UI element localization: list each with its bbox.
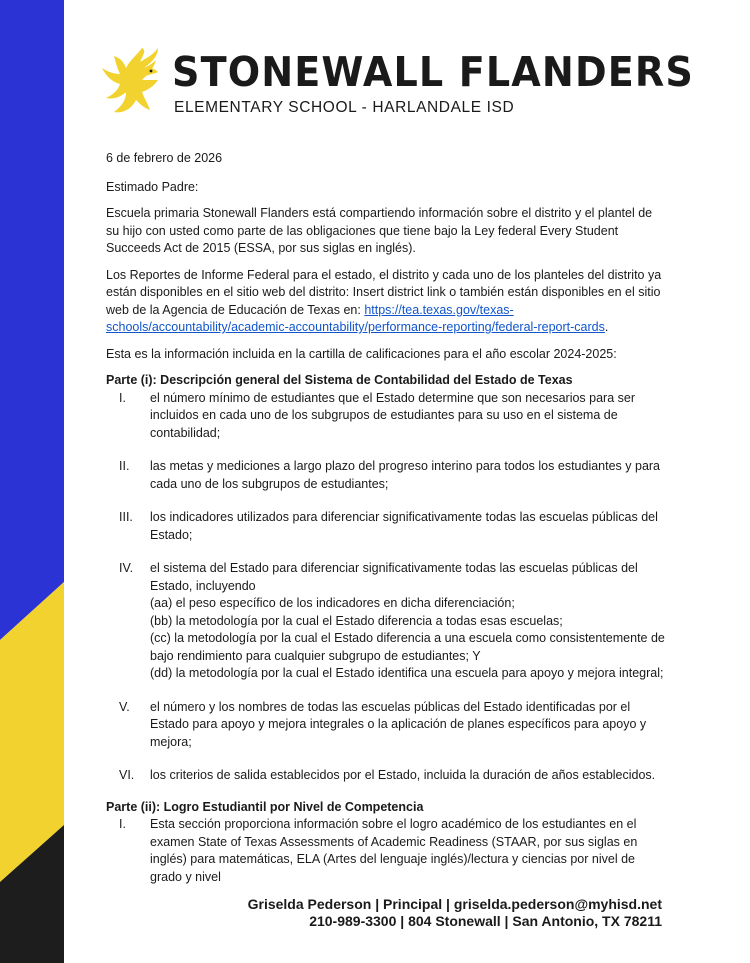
sub-item: (cc) la metodología por la cual el Estado diferencia a una escuela como consistentemente de bajo rendimiento para cualquier subgrupo de estudiantes; Y [150,631,665,663]
tea-federal-report-link[interactable]: https://tea.texas.gov/texas-schools/accountability/academic-accountability/performance-reporting/federal-report-cards [106,302,605,334]
color-bar-blue [0,0,64,640]
item-text: Esta sección proporciona información sobre el logro académico de los estudiantes en el examen State of Texas Assessments of Academic Readiness (STAAR, por sus siglas en inglés) para matemáticas, ELA (Artes del lenguaje inglés)/lectura y ciencias por nivel de grado y nivel [150,817,638,884]
paragraph-reports [106,267,668,337]
item-text: los criterios de salida establecidos por el Estado, incluida la duración de años establecidos. [150,768,656,782]
list-item [106,509,668,544]
letter-body [106,150,668,902]
eagle-logo-icon [96,46,166,118]
part2-list [106,816,668,886]
sub-item: (dd) la metodología por la cual el Estado identifica una escuela para apoyo y mejora integral; [150,666,664,680]
list-item [106,390,668,443]
paragraph-intro: Escuela primaria Stonewall Flanders está compartiendo información sobre el distrito y el plantel de su hijo con usted como parte de las obligaciones que tiene bajo la Ley federal Every Student Succeeds Act de 2015 (ESSA, por sus siglas en inglés). [106,206,653,255]
list-item [106,767,668,785]
item-text: los indicadores utilizados para diferenciar significativamente todas las escuelas públicas del Estado; [150,510,658,542]
item-number: I. [119,390,126,405]
list-item [106,699,668,752]
paragraph-reports-text: Los Reportes de Informe Federal para el estado, el distrito y cada uno de los planteles del distrito ya están disponibles en el sitio web del distrito: Insert district link o también están disponibles en el sitio web de la Agencia de Educación de Texas en: [106,267,662,317]
item-text: las metas y mediciones a largo plazo del progreso interino para todos los estudiantes y para cada uno de los subgrupos de estudiantes; [150,459,661,491]
footer-address-line: 210-989-3300 | 804 Stonewall | San Antonio, TX 78211 [309,913,662,929]
paragraph-scorecard: Esta es la información incluida en la cartilla de calificaciones para el año escolar 2024-2025: [106,346,617,361]
list-item [106,560,668,683]
item-text: el sistema del Estado para diferenciar significativamente todas las escuelas públicas del Estado, incluyendo [150,561,638,593]
footer-contact-line: Griselda Pederson | Principal | griselda.pederson@myhisd.net [247,896,662,912]
sub-item: (bb) la metodología por la cual el Estado diferencia a todas esas escuelas; [150,613,563,628]
item-text: el número y los nombres de todas las escuelas públicas del Estado identificadas por el Estado para apoyo y mejora integrales o la aplicación de planes específicos para apoyo y mejora; [150,699,647,749]
part1-title: Parte (i): Descripción general del Sistema de Contabilidad del Estado de Texas [106,373,573,387]
school-name-title: STONEWALL FLANDERS [172,48,694,96]
letter-date: 6 de febrero de 2026 [106,151,223,165]
sub-item: (aa) el peso específico de los indicadores en dicha diferenciación; [150,596,515,610]
left-color-bar [0,0,64,963]
item-text: el número mínimo de estudiantes que el Estado determine que son necesarios para ser incluidos en cada uno de los subgrupos de estudiantes para su uso en el sistema de contabilidad; [150,390,636,440]
list-item [106,458,668,493]
item-number: IV. [119,561,134,575]
item-number: VI. [119,768,135,782]
item-number: III. [119,510,133,524]
item-number: II. [119,459,130,473]
school-subtitle: ELEMENTARY SCHOOL - HARLANDALE ISD [174,99,515,116]
salutation: Estimado Padre: [106,179,199,194]
part2-title: Parte (ii): Logro Estudiantil por Nivel de Competencia [106,799,424,814]
letter-footer [248,896,662,930]
list-item [106,816,668,886]
part1-list [106,390,668,785]
item-number: I. [119,817,126,831]
item-number: V. [119,699,130,714]
letterhead [96,44,716,124]
paragraph-reports-end: . [604,320,609,334]
